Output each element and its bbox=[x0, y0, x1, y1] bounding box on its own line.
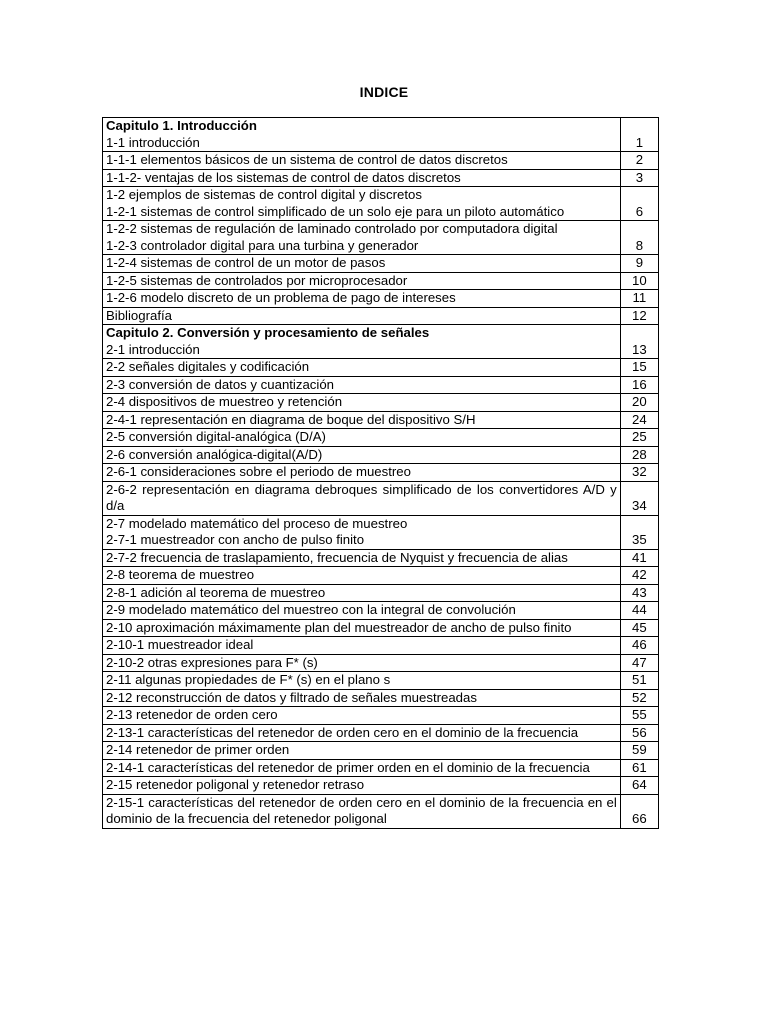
index-row bbox=[103, 255, 659, 273]
page-number: 56 bbox=[620, 724, 658, 742]
entry-title: 2-1 introducción bbox=[106, 341, 200, 357]
index-row bbox=[103, 118, 659, 152]
index-row bbox=[103, 290, 659, 308]
entry-title-cell bbox=[103, 619, 621, 637]
page-number: 45 bbox=[620, 619, 658, 637]
entry-title: 1-2-1 sistemas de control simplificado de un solo eje para un piloto automático bbox=[106, 203, 565, 219]
entry-title: 2-7 modelado matemático del proceso de muestreo bbox=[106, 515, 408, 531]
entry-title-cell bbox=[103, 290, 621, 308]
index-row bbox=[103, 359, 659, 377]
entry-title: 2-7-1 muestreador con ancho de pulso finito bbox=[106, 532, 365, 547]
index-row bbox=[103, 325, 659, 359]
entry-title: 2-15-1 características del retenedor de orden cero en el dominio de la frecuencia en el dominio de la frecuencia del retenedor poligonal bbox=[106, 794, 617, 826]
entry-title-cell bbox=[103, 118, 621, 152]
entry-title: 2-13-1 características del retenedor de orden cero en el dominio de la frecuencia bbox=[106, 724, 579, 740]
page-number: 1 bbox=[620, 118, 658, 152]
page-number: 66 bbox=[620, 794, 658, 828]
index-row bbox=[103, 169, 659, 187]
index-row bbox=[103, 602, 659, 620]
entry-title-cell bbox=[103, 255, 621, 273]
page-number: 34 bbox=[620, 481, 658, 515]
entry-title-cell bbox=[103, 742, 621, 760]
entry-title: 2-6-2 representación en diagrama debroques simplificado de los convertidores A/D y d/a bbox=[106, 481, 617, 513]
entry-title: 2-5 conversión digital-analógica (D/A) bbox=[106, 429, 326, 444]
entry-title: 1-2-3 controlador digital para una turbina y generador bbox=[106, 237, 419, 253]
page-number: 11 bbox=[620, 290, 658, 308]
entry-title: 2-8 teorema de muestreo bbox=[106, 567, 255, 582]
entry-title: 2-14 retenedor de primer orden bbox=[106, 742, 290, 757]
page-number: 35 bbox=[620, 515, 658, 549]
page-number: 2 bbox=[620, 152, 658, 170]
entry-title-cell bbox=[103, 307, 621, 325]
entry-title: 2-12 reconstrucción de datos y filtrado de señales muestreadas bbox=[106, 689, 477, 705]
entry-title-cell bbox=[103, 394, 621, 412]
entry-title: 1-2-4 sistemas de control de un motor de pasos bbox=[106, 255, 386, 270]
entry-title-cell bbox=[103, 654, 621, 672]
page-number: 42 bbox=[620, 567, 658, 585]
entry-title: 2-2 señales digitales y codificación bbox=[106, 359, 310, 374]
entry-title: 2-9 modelado matemático del muestreo con la integral de convolución bbox=[106, 602, 516, 617]
entry-title-cell bbox=[103, 567, 621, 585]
entry-title-cell bbox=[103, 672, 621, 690]
entry-title: 2-3 conversión de datos y cuantización bbox=[106, 376, 334, 392]
page-number: 61 bbox=[620, 759, 658, 777]
entry-title-cell bbox=[103, 724, 621, 742]
entry-title: 2-8-1 adición al teorema de muestreo bbox=[106, 584, 326, 600]
page-number: 41 bbox=[620, 549, 658, 567]
index-row bbox=[103, 152, 659, 170]
index-row bbox=[103, 187, 659, 221]
entry-title-cell bbox=[103, 464, 621, 482]
entry-title-cell bbox=[103, 221, 621, 255]
page-number: 24 bbox=[620, 411, 658, 429]
page-number: 6 bbox=[620, 187, 658, 221]
entry-title-cell bbox=[103, 759, 621, 777]
chapter-heading: Capitulo 2. Conversión y procesamiento de señales bbox=[106, 325, 430, 340]
index-row bbox=[103, 584, 659, 602]
page-number: 44 bbox=[620, 602, 658, 620]
entry-title-cell bbox=[103, 272, 621, 290]
entry-title: 2-10-1 muestreador ideal bbox=[106, 637, 254, 652]
chapter-heading: Capitulo 1. Introducción bbox=[106, 118, 257, 133]
page-number: 20 bbox=[620, 394, 658, 412]
entry-title-cell bbox=[103, 187, 621, 221]
page-number: 15 bbox=[620, 359, 658, 377]
entry-title: 2-7-2 frecuencia de traslapamiento, frecuencia de Nyquist y frecuencia de alias bbox=[106, 549, 568, 565]
entry-title-cell bbox=[103, 515, 621, 549]
entry-title: 2-4-1 representación en diagrama de boque del dispositivo S/H bbox=[106, 411, 476, 427]
entry-title: 2-10-2 otras expresiones para F* (s) bbox=[106, 654, 318, 670]
entry-title: 2-13 retenedor de orden cero bbox=[106, 707, 278, 722]
entry-title: 2-14-1 características del retenedor de primer orden en el dominio de la frecuencia bbox=[106, 759, 590, 775]
page-number: 25 bbox=[620, 429, 658, 447]
index-row bbox=[103, 759, 659, 777]
page-number: 43 bbox=[620, 584, 658, 602]
index-row bbox=[103, 637, 659, 655]
index-row bbox=[103, 794, 659, 828]
page-number: 59 bbox=[620, 742, 658, 760]
entry-title: 1-2 ejemplos de sistemas de control digital y discretos bbox=[106, 187, 422, 202]
entry-title-cell bbox=[103, 602, 621, 620]
index-row bbox=[103, 394, 659, 412]
entry-title-cell bbox=[103, 411, 621, 429]
entry-title: 1-2-5 sistemas de controlados por microprocesador bbox=[106, 272, 408, 288]
page-number: 46 bbox=[620, 637, 658, 655]
page-number: 13 bbox=[620, 325, 658, 359]
page-number: 9 bbox=[620, 255, 658, 273]
index-row bbox=[103, 515, 659, 549]
entry-title-cell bbox=[103, 689, 621, 707]
index-row bbox=[103, 567, 659, 585]
entry-title-cell bbox=[103, 359, 621, 377]
entry-title-cell bbox=[103, 549, 621, 567]
entry-title: 1-1-1 elementos básicos de un sistema de control de datos discretos bbox=[106, 152, 508, 167]
page-number: 32 bbox=[620, 464, 658, 482]
entry-title: 2-4 dispositivos de muestreo y retención bbox=[106, 394, 343, 409]
entry-title-cell bbox=[103, 637, 621, 655]
page-number: 47 bbox=[620, 654, 658, 672]
index-row bbox=[103, 707, 659, 725]
page-number: 16 bbox=[620, 376, 658, 394]
page-number: 10 bbox=[620, 272, 658, 290]
entry-title-cell bbox=[103, 429, 621, 447]
index-row bbox=[103, 221, 659, 255]
entry-title-cell bbox=[103, 707, 621, 725]
index-row bbox=[103, 672, 659, 690]
index-table bbox=[102, 117, 659, 829]
index-row bbox=[103, 429, 659, 447]
entry-title-cell bbox=[103, 325, 621, 359]
index-row bbox=[103, 549, 659, 567]
index-row bbox=[103, 724, 659, 742]
entry-title-cell bbox=[103, 446, 621, 464]
index-row bbox=[103, 446, 659, 464]
page-number: 51 bbox=[620, 672, 658, 690]
index-row bbox=[103, 411, 659, 429]
index-row bbox=[103, 464, 659, 482]
index-row bbox=[103, 307, 659, 325]
entry-title: 2-15 retenedor poligonal y retenedor retraso bbox=[106, 777, 365, 792]
entry-title-cell bbox=[103, 584, 621, 602]
page-number: 52 bbox=[620, 689, 658, 707]
index-row bbox=[103, 654, 659, 672]
page-number: 8 bbox=[620, 221, 658, 255]
index-row bbox=[103, 619, 659, 637]
entry-title: 2-11 algunas propiedades de F* (s) en el plano s bbox=[106, 672, 391, 687]
index-table-body bbox=[103, 118, 659, 829]
page-number: 3 bbox=[620, 169, 658, 187]
page-number: 64 bbox=[620, 777, 658, 795]
entry-title-cell bbox=[103, 777, 621, 795]
page-title: INDICE bbox=[359, 84, 409, 100]
index-row bbox=[103, 376, 659, 394]
page-number: 12 bbox=[620, 307, 658, 325]
page-number: 28 bbox=[620, 446, 658, 464]
entry-title: 2-10 aproximación máximamente plan del muestreador de ancho de pulso finito bbox=[106, 619, 572, 635]
entry-title-cell bbox=[103, 481, 621, 515]
entry-title-cell bbox=[103, 376, 621, 394]
index-row bbox=[103, 689, 659, 707]
entry-title-cell bbox=[103, 794, 621, 828]
index-row bbox=[103, 777, 659, 795]
index-row bbox=[103, 481, 659, 515]
entry-title: 2-6-1 consideraciones sobre el periodo de muestreo bbox=[106, 464, 411, 479]
index-row bbox=[103, 272, 659, 290]
entry-title-cell bbox=[103, 152, 621, 170]
entry-title: 1-1-2- ventajas de los sistemas de control de datos discretos bbox=[106, 169, 461, 185]
entry-title: 2-6 conversión analógica-digital(A/D) bbox=[106, 446, 323, 462]
entry-title-cell bbox=[103, 169, 621, 187]
index-row bbox=[103, 742, 659, 760]
page-number: 55 bbox=[620, 707, 658, 725]
entry-title: 1-2-2 sistemas de regulación de laminado controlado por computadora digital bbox=[106, 221, 558, 236]
entry-title: Bibliografía bbox=[106, 307, 172, 323]
entry-title: 1-1 introducción bbox=[106, 134, 200, 150]
entry-title: 1-2-6 modelo discreto de un problema de pago de intereses bbox=[106, 290, 456, 305]
